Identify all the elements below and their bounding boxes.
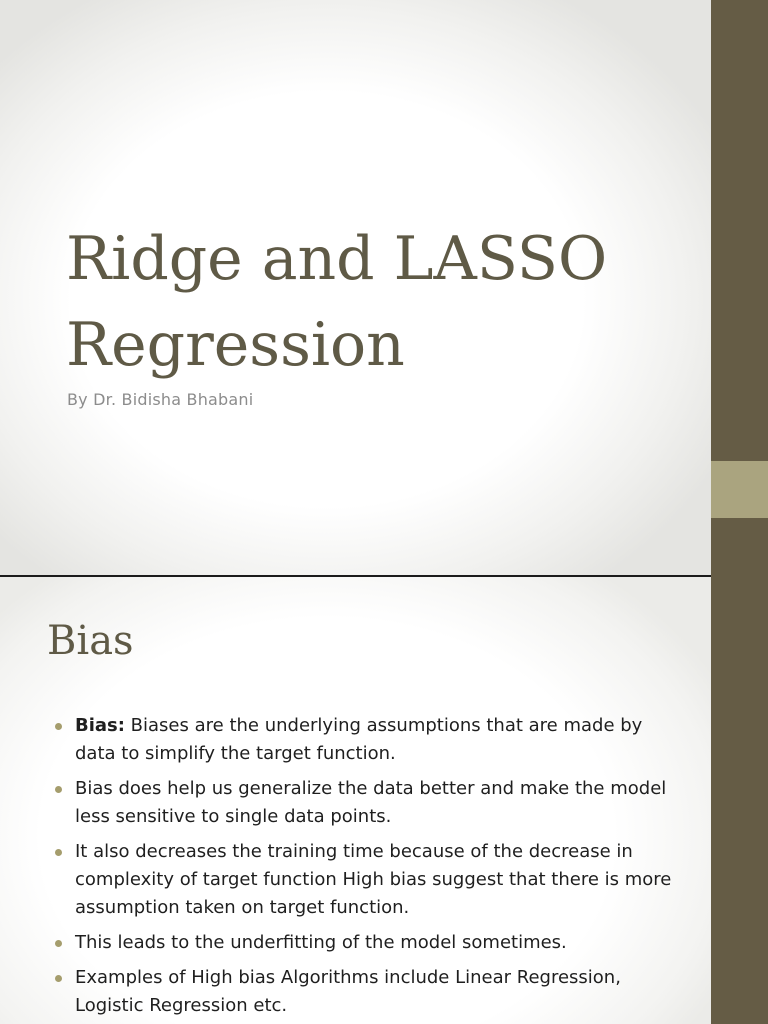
slide-subtitle: By Dr. Bidisha Bhabani — [67, 390, 254, 409]
bullet-dot-icon — [55, 849, 62, 856]
bullet-item — [54, 929, 674, 957]
bullet-dot-icon — [55, 786, 62, 793]
slide-title: Ridge and LASSO Regression — [66, 224, 608, 380]
bullet-text: Bias does help us generalize the data better and make the model less sensitive to single data points. — [75, 778, 667, 827]
bullet-dot-icon — [55, 975, 62, 982]
slide-2[interactable] — [0, 577, 711, 1024]
bullet-text: It also decreases the training time because of the decrease in complexity of target function High bias suggest that there is more assumption taken on target function. — [75, 841, 672, 918]
bullet-list — [54, 712, 674, 1024]
bullet-text: Biases are the underlying assumptions that are made by data to simplify the target function. — [75, 715, 643, 764]
bullet-dot-icon — [55, 940, 62, 947]
theme-sidebar-accent — [711, 461, 768, 518]
bullet-item — [54, 964, 674, 1020]
bullet-item — [54, 838, 674, 922]
bullet-text: This leads to the underfitting of the model sometimes. — [75, 932, 567, 953]
bullet-dot-icon — [55, 723, 62, 730]
bullet-item — [54, 775, 674, 831]
bullet-text: Examples of High bias Algorithms include Linear Regression, Logistic Regression etc. — [75, 967, 621, 1016]
slide-heading: Bias — [47, 618, 134, 664]
bullet-term: Bias: — [75, 715, 125, 736]
bullet-item — [54, 712, 674, 768]
